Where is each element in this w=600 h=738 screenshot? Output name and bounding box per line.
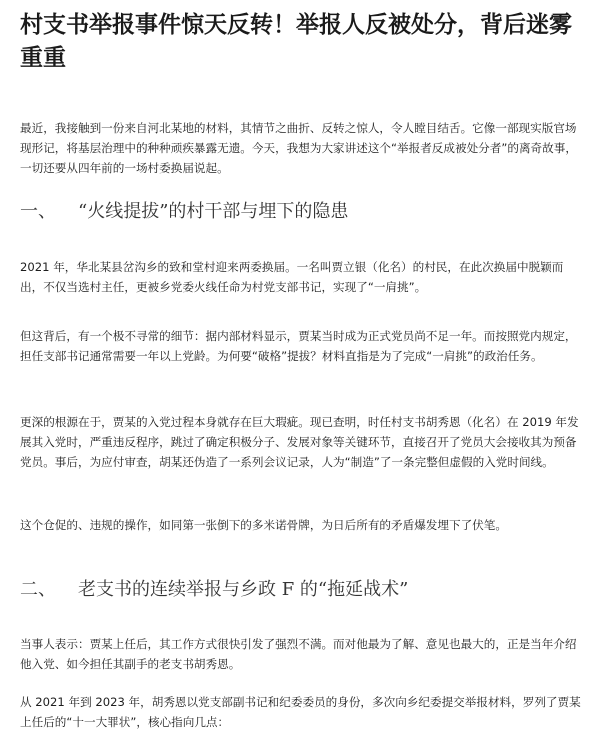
section-1-paragraph-4: 这个仓促的、违规的操作，如同第一张倒下的多米诺骨牌，为日后所有的矛盾爆发埋下了伏笔。 [20, 518, 507, 532]
section-heading-text: “火线提拔”的村干部与埋下的隐患 [78, 201, 349, 222]
section-1-paragraph-2: 但这背后，有一个极不寻常的细节：据内部材料显示，贾某当时成为正式党员尚不足一年。而按照党内规定，担任支部书记通常需要一年以上党龄。为何要“破格”提拔？材料直指是为了完成“一肩挑”的政治任务。 [20, 329, 577, 363]
section-heading-1 [20, 200, 582, 224]
section-2-paragraph-1: 当事人表示：贾某上任后，其工作方式很快引发了强烈不满。而对他最为了解、意见也最大的，正是当年介绍他入党、如今担任其副手的老支书胡秀恩。 [20, 637, 577, 671]
section-number: 一、 [20, 201, 56, 222]
intro-paragraph: 最近，我接触到一份来自河北某地的材料，其情节之曲折、反转之惊人，令人瞠目结舌。它像一部现实版官场现形记，将基层治理中的种种顽疾暴露无遗。今天，我想为大家讲述这个“举报者反成被处分者”的离奇故事，一切还要从四年前的一场村委换届说起。 [20, 121, 577, 175]
article-title: 村支书举报事件惊天反转！举报人反被处分，背后迷雾重重 [20, 11, 572, 71]
section-2-paragraph-2: 从 2021 年到 2023 年，胡秀恩以党支部副书记和纪委委员的身份，多次向乡纪委提交举报材料，罗列了贾某上任后的“十一大罪状”，核心指向几点： [20, 695, 581, 729]
section-number: 二、 [20, 579, 56, 600]
section-heading-text: 老支书的连续举报与乡政 F 的“拖延战术” [78, 579, 409, 600]
section-heading-2 [20, 578, 582, 602]
section-1-paragraph-3: 更深的根源在于，贾某的入党过程本身就存在巨大瑕疵。现已查明，时任村支书胡秀恩（化名）在 2019 年发展其入党时，严重违反程序，跳过了确定积极分子、发展对象等关键环节，直接召开了党员大会接收其为预备党员。事后，为应付审查，胡某还伪造了一系列会议记录，人为“制造”了一条完整但虚假的入党时间线。 [20, 415, 579, 469]
section-1-paragraph-1: 2021 年，华北某县岔沟乡的致和堂村迎来两委换届。一名叫贾立银（化名）的村民，在此次换届中脱颖而出，不仅当选村主任，更被乡党委火线任命为村党支部书记，实现了“一肩挑”。 [20, 260, 564, 294]
